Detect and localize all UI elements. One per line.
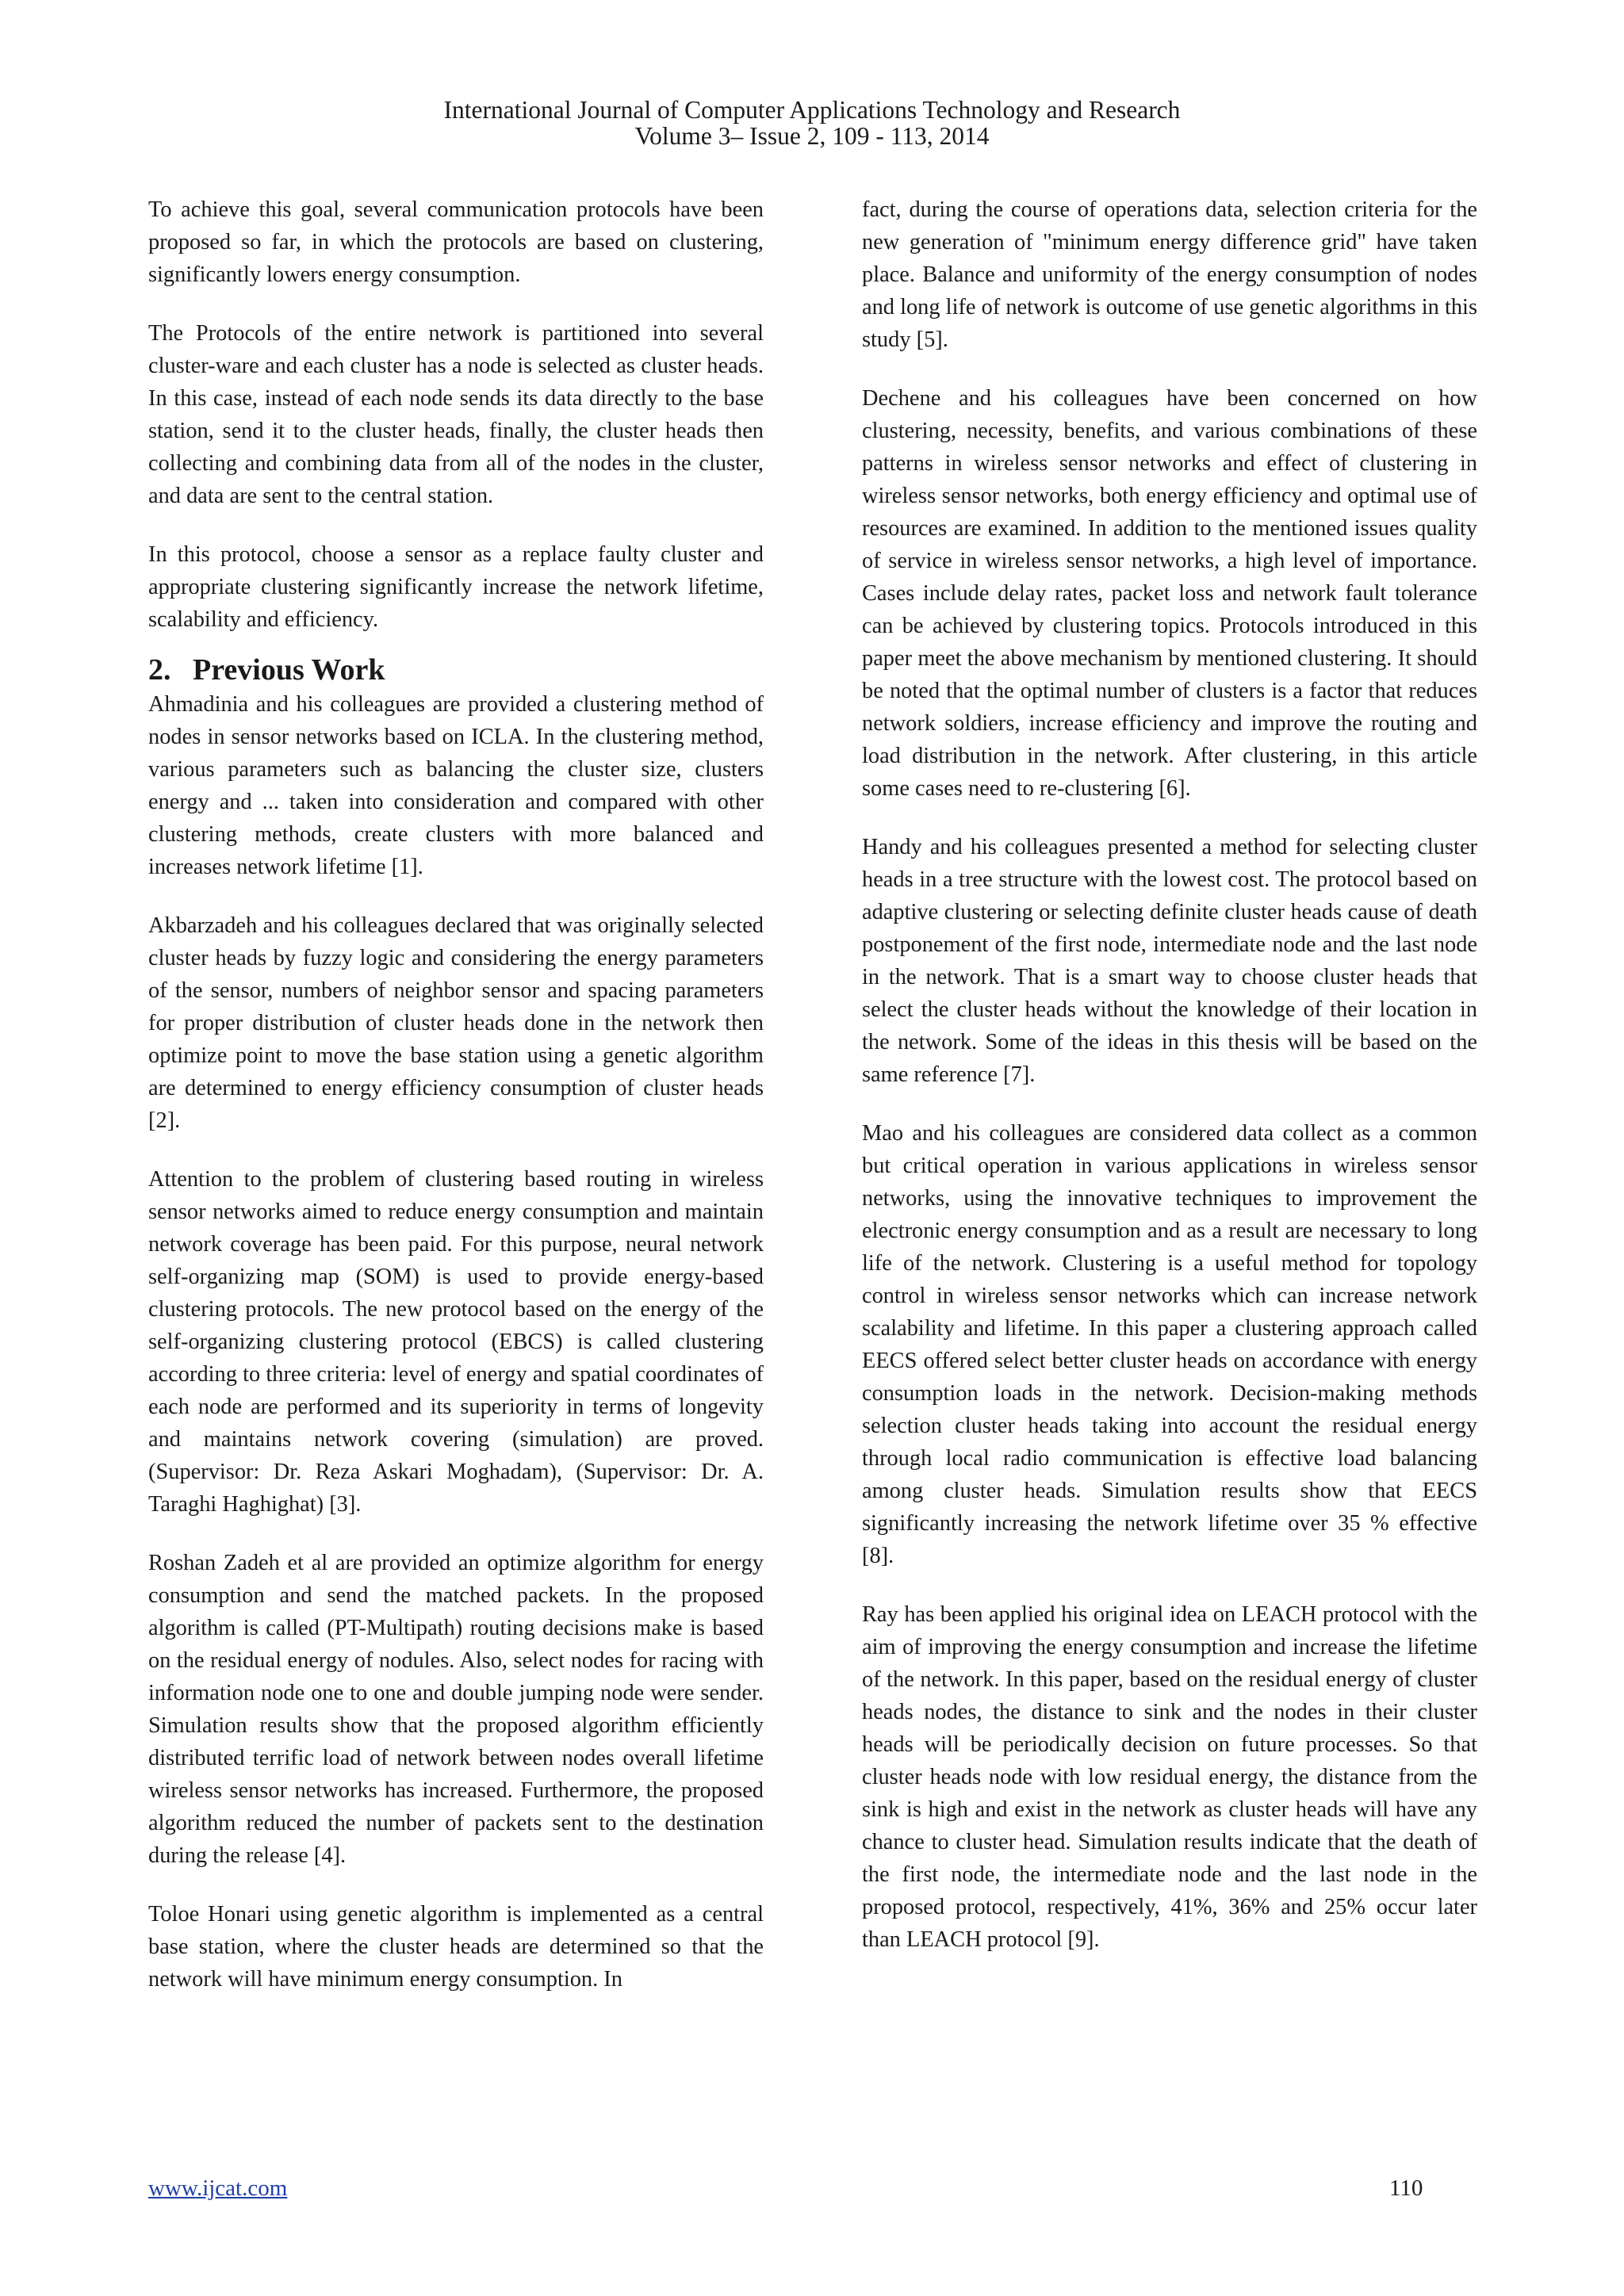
paragraph: Attention to the problem of clustering based routing in wireless sensor networks aimed to reduce energy consumption and maintain network coverage has been paid. For this purpose, neural network self-organizing map (SOM) is used to provide energy-based clustering protocols. The new protocol based on the energy of the self-organizing clustering protocol (EBCS) is called clustering according to three criteria: level of energy and spatial coordinates of each node are performed and its superiority in terms of longevity and maintains network covering (simulation) are proved. (Supervisor: Dr. Reza Askari Moghadam), (Supervisor: Dr. A. Taraghi Haghighat) [3]. [148,1167,764,1517]
paragraph: In this protocol, choose a sensor as a replace faulty cluster and appropriate clustering significantly increase the network lifetime, scalability and efficiency. [148,542,764,632]
paragraph: Roshan Zadeh et al are provided an optimize algorithm for energy consumption and send the matched packets. In the proposed algorithm is called (PT-Multipath) routing decisions make is based on the residual energy of nodules. Also, select nodes for racing with information node one to one and double jumping node were sender. Simulation results show that the proposed algorithm efficiently distributed terrific load of network between nodes overall lifetime wireless sensor networks has increased. Furthermore, the proposed algorithm reduced the number of packets sent to the destination during the release [4]. [148,1551,764,1868]
paragraph: Dechene and his colleagues have been concerned on how clustering, necessity, benefits, and various combinations of these patterns in wireless sensor networks and effect of clustering in wireless sensor networks, both energy efficiency and optimal use of resources are examined. In addition to the mentioned issues quality of service in wireless sensor networks, a high level of importance. Cases include delay rates, packet loss and network fault tolerance can be achieved by clustering topics. Protocols introduced in this paper meet the above mechanism by mentioned clustering. It should be noted that the optimal number of clusters is a factor that reduces network soldiers, increase efficiency and improve the routing and load distribution in the network. After clustering, in this article some cases need to re-clustering [6]. [862,386,1477,801]
section-title: Previous Work [193,653,385,687]
paragraph: To achieve this goal, several communication protocols have been proposed so far, in which the protocols are based on clustering, significantly lowers energy consumption. [148,197,764,287]
paragraph: Toloe Honari using genetic algorithm is implemented as a central base station, where the cluster heads are determined so that the network will have minimum energy consumption. In [148,1902,764,1992]
paragraph: The Protocols of the entire network is partitioned into several cluster-ware and each cluster has a node is selected as cluster heads. In this case, instead of each node sends its data directly to the base station, send it to the cluster heads, finally, the cluster heads then collecting and combining data from all of the nodes in the cluster, and data are sent to the central station. [148,321,764,508]
section-number: 2. [148,653,171,687]
paragraph: Mao and his colleagues are considered data collect as a common but critical operation in various applications in wireless sensor networks, using the innovative techniques to improvement the electronic energy consumption and as a result are necessary to long life of the network. Clustering is a useful method for topology control in wireless sensor networks which can increase network scalability and lifetime. In this paper a clustering approach called EECS offered select better cluster heads on accordance with energy consumption loads in the network. Decision-making methods selection cluster heads taking into account the residual energy through local radio communication is effective load balancing among cluster heads. Simulation results show that EECS significantly increasing the network lifetime over 35 % effective [8]. [862,1121,1477,1568]
section-heading [148,652,764,688]
paragraph: Handy and his colleagues presented a method for selecting cluster heads in a tree structure with the lowest cost. The protocol based on adaptive clustering or selecting definite cluster heads cause of death postponement of the first node, intermediate node and the last node in the network. That is a smart way to choose cluster heads that select the cluster heads without the knowledge of their location in the network. Some of the ideas in this thesis will be based on the same reference [7]. [862,835,1477,1087]
left-column [148,193,764,2022]
paragraph: fact, during the course of operations data, selection criteria for the new generation of "minimum energy difference grid" have taken place. Balance and uniformity of the energy consumption of nodes and long life of network is outcome of use genetic algorithms in this study [5]. [862,197,1477,352]
running-header [0,97,1624,149]
paragraph: Akbarzadeh and his colleagues declared that was originally selected cluster heads by fuzzy logic and considering the energy parameters of the sensor, numbers of neighbor sensor and spacing parameters for proper distribution of cluster heads done in the network then optimize point to move the base station using a genetic algorithm are determined to energy efficiency consumption of cluster heads [2]. [148,913,764,1133]
right-column [862,193,1477,1982]
website-link[interactable]: www.ijcat.com [148,2175,288,2201]
journal-title: International Journal of Computer Applications Technology and Research [443,96,1181,124]
page-number: 110 [1389,2175,1423,2201]
paragraph: Ray has been applied his original idea on LEACH protocol with the aim of improving the energy consumption and increase the lifetime of the network. In this paper, based on the residual energy of cluster heads nodes, the distance to sink and the nodes in their cluster heads will be periodically decision on future processes. So that cluster heads node with low residual energy, the distance from the sink is high and exist in the network as cluster heads will have any chance to cluster head. Simulation results indicate that the death of the first node, the intermediate node and the last node in the proposed protocol, respectively, 41%, 36% and 25% occur later than LEACH protocol [9]. [862,1602,1477,1952]
volume-info: Volume 3– Issue 2, 109 - 113, 2014 [634,122,990,150]
paragraph: Ahmadinia and his colleagues are provided a clustering method of nodes in sensor networks based on ICLA. In the clustering method, various parameters such as balancing the cluster size, clusters energy and ... taken into consideration and compared with other clustering methods, create clusters with more balanced and increases network lifetime [1]. [148,692,764,879]
